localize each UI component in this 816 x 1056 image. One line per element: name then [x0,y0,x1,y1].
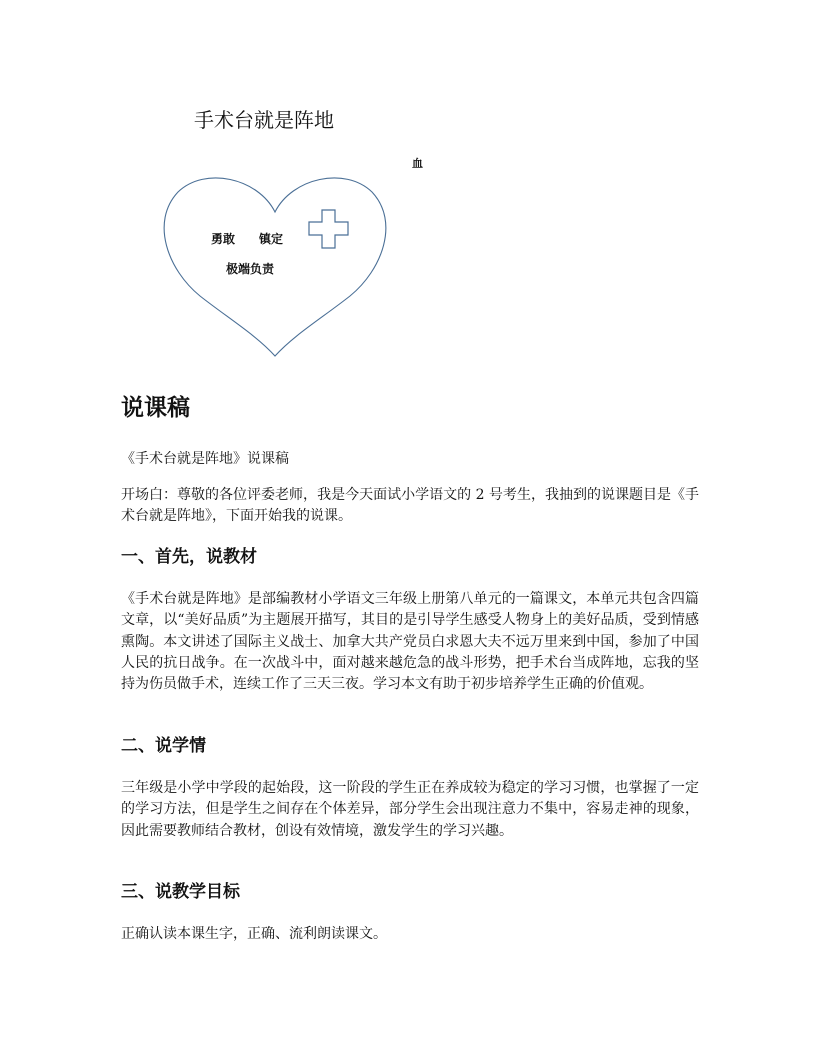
section-body-students: 三年级是小学中学段的起始段，这一阶段的学生正在养成较为稳定的学习习惯，也掌握了一定的学习方法，但是学生之间存在个体差异，部分学生会出现注意力不集中，容易走神的现象，因此需要教师结合教材，创设有效情境，激发学生的学习兴趣。 [121,780,699,839]
section-body-goals: 正确认读本课生字，正确、流利朗读课文。 [121,926,387,942]
heart-word-responsible: 极端负责 [226,262,275,276]
medical-cross-icon [309,210,348,248]
document-subtitle: 《手术台就是阵地》说课稿 [121,451,289,467]
intro-paragraph: 开场白：尊敬的各位评委老师，我是今天面试小学语文的 2 号考生，我抽到的说课题目是《手术台就是阵地》，下面开始我的说课。 [121,487,699,525]
heart-word-brave: 勇敢 [211,232,236,246]
diagram-title: 手术台就是阵地 [194,108,334,132]
blood-label: 血 [412,157,423,170]
section-body-textbook: 《手术台就是阵地》是部编教材小学语文三年级上册第八单元的一篇课文，本单元共包含四篇文章，以“美好品质”为主题展开描写，其目的是引导学生感受人物身上的美好品质，受到情感熏陶。本文讲述了国际主义战士、加拿大共产党员白求恩大夫不远万里来到中国，参加了中国人民的抗日战争。在一次战斗中，面对越来越危急的战斗形势，把手术台当成阵地，忘我的坚持为伤员做手术，连续工作了三天三夜。学习本文有助于初步培养学生正确的价值观。 [121,591,699,693]
section-heading-textbook: 一、首先，说教材 [121,547,257,567]
section-heading-students: 二、说学情 [121,736,206,756]
heart-diagram [160,170,390,365]
heart-word-calm: 镇定 [259,232,284,246]
section-heading-goals: 三、说教学目标 [121,882,240,902]
document-heading: 说课稿 [121,395,190,421]
heart-outline [164,178,386,356]
